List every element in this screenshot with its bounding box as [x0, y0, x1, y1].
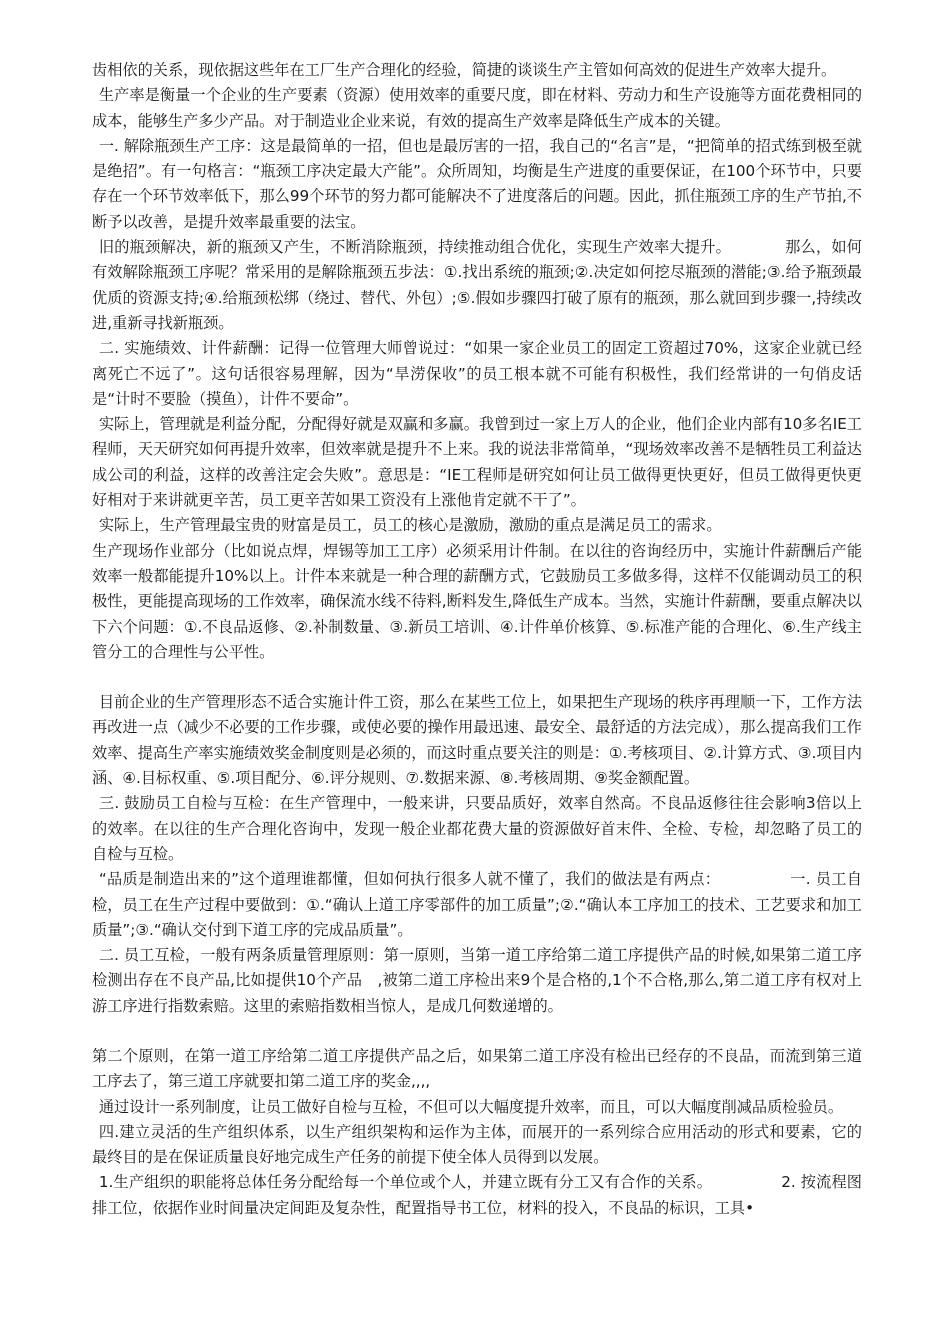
paragraph-bottleneck-five-steps: 旧的瓶颈解决，新的瓶颈又产生，不断消除瓶颈，持续推动组合优化，实现生产效率大提升。 那么，如何有效解除瓶颈工序呢？常采用的是解除瓶颈五步法：①.找出系统的瓶颈;②.决定如何挖尽瓶颈的潜能;③.给予瓶颈最优质的资源支持;④.给瓶颈松绑（绕过、替代、外包）;⑤.假如步骤四打破了原有的瓶颈，那么就回到步骤一,持续改进,重新寻找新瓶颈。: [92, 238, 862, 332]
paragraph-productivity-definition: 生产率是衡量一个企业的生产要素（资源）使用效率的重要尺度，即在材料、劳动力和生产设施等方面花费相同的成本，能够生产多少产品。对于制造业企业来说，有效的提高生产效率是降低生产成本的关键。: [92, 86, 862, 130]
document-body: [92, 58, 862, 1221]
paragraph-section-1-bottleneck: 一. 解除瓶颈生产工序：这是最简单的一招，但也是最厉害的一招，我自己的“名言”是，“把简单的招式练到极至就是绝招”。有一句格言：“瓶颈工序决定最大产能”。众所周知，均衡是生产进度的重要保证，在100个环节中，只要存在一个环节效率低下，那么99个环节的努力都可能解决不了进度落后的问题。因此，抓住瓶颈工序的生产节拍,不断予以改善，是提升效率最重要的法宝。: [92, 136, 862, 231]
paragraph-system-design: 通过设计一系列制度，让员工做好自检与互检，不但可以大幅度提升效率，而且，可以大幅度削减品质检验员。: [98, 1097, 844, 1116]
paragraph-benefit-distribution: 实际上，管理就是利益分配，分配得好就是双赢和多赢。我曾到过一家上万人的企业，他们企业内部有10多名IE工程师，天天研究如何再提升效率，但效率就是提升不上来。我的说法非常简单，“现场效率改善不是牺牲员工利益达成公司的利益，这样的改善注定会失败”。意思是：“IE工程师是研究如何让员工做得更快更好，但员工做得更快更好相对于来讲就更辛苦，员工更辛苦如果工资没有上涨他肯定就不干了”。: [92, 415, 862, 510]
paragraph-spacer: [92, 1019, 862, 1044]
paragraph-intro-continued: 齿相依的关系，现依据这些年在工厂生产合理化的经验，简捷的谈谈生产主管如何高效的促进生产效率大提升。: [92, 61, 837, 79]
paragraph-quality-self-check: “品质是制造出来的”这个道理谁都懂，但如何执行很多人就不懂了，我们的做法是有两点： 一. 员工自检，员工在生产过程中要做到：①.“确认上道工序零部件的加工质量”;②.“确认本工序加工的技术、工艺要求和加工质量”;③.“确认交付到下道工序的完成品质量”。: [92, 870, 862, 939]
paragraph-piecework-six-issues: 生产现场作业部分（比如说点焊，焊锡等加工工序）必须采用计件制。在以往的咨询经历中，实施计件薪酬后产能效率一般都能提升10%以上。计件本来就是一种合理的薪酬方式，它鼓励员工多做多得，这样不仅能调动员工的积极性，更能提高现场的工作效率，确保流水线不待料,断料发生,降低生产成本。当然，实施计件薪酬，要重点解决以下六个问题：①.不良品返修、②.补制数量、③.新员工培训、④.计件单价核算、⑤.标准产能的合理化、⑥.生产线主管分工的合理性与公平性。: [92, 541, 862, 661]
paragraph-spacer: [92, 665, 862, 690]
paragraph-second-principle: 第二个原则，在第一道工序给第二道工序提供产品之后，如果第二道工序没有检出已经存的不良品，而流到第三道工序去了，第三道工序就要扣第二道工序的奖金,,,,: [92, 1046, 862, 1091]
paragraph-section-3-self-inspection: 三. 鼓励员工自检与互检：在生产管理中，一般来讲，只要品质好，效率自然高。不良品返修往往会影响3倍以上的效率。在以往的生产合理化咨询中，发现一般企业都花费大量的资源做好首末件、全检、专检，却忽略了员工的自检与互检。: [92, 794, 862, 863]
paragraph-section-4-organization: 四.建立灵活的生产组织体系，以生产组织架构和运作为主体，而展开的一系列综合应用活动的形式和要素，它的最终目的是在保证质量良好地完成生产任务的前提下使全体人员得到以发展。: [92, 1122, 862, 1167]
paragraph-section-2-piecework: 二. 实施绩效、计件薪酬：记得一位管理大师曾说过：“如果一家企业员工的固定工资超过70%，这家企业就已经离死亡不远了”。这句话很容易理解，因为“旱涝保收”的员工根本就不可能有积极性，我们经常讲的一句俏皮话是“计时不要脸（摸鱼），计件不要命”。: [92, 339, 862, 408]
paragraph-performance-bonus: 目前企业的生产管理形态不适合实施计件工资，那么在某些工位上，如果把生产现场的秩序再理顺一下，工作方法再改进一点（减少不必要的工作步骤，或使必要的操作用最迅速、最安全、最舒适的方法完成），那么提高我们工作效率、提高生产率实施绩效奖金制度则是必须的，而这时重点要关注的则是：①.考核项目、②.计算方式、③.项目内涵、④.目标权重、⑤.项目配分、⑥.评分规则、⑦.数据来源、⑧.考核周期、⑨奖金额配置。: [92, 693, 862, 788]
paragraph-mutual-inspection: 二. 员工互检，一般有两条质量管理原则：第一原则，当第一道工序给第二道工序提供产品的时候,如果第二道工序检测出存在不良产品,比如提供10个产品 ,被第二道工序检出来9个是合格的,1个不合格,那么,第二道工序有权对上游工序进行指数索赔。这里的索赔指数相当惊人，是成几何数递增的。: [92, 946, 862, 1015]
paragraph-organization-functions: 1.生产组织的职能将总体任务分配给每一个单位或个人，并建立既有分工又有合作的关系。 2. 按流程图排工位，依据作业时间量决定间距及复杂性，配置指导书工位，材料的投入，不良品的标识，工具•: [92, 1173, 862, 1217]
paragraph-employee-incentive: 实际上，生产管理最宝贵的财富是员工，员工的核心是激励，激励的重点是满足员工的需求。: [98, 516, 722, 535]
